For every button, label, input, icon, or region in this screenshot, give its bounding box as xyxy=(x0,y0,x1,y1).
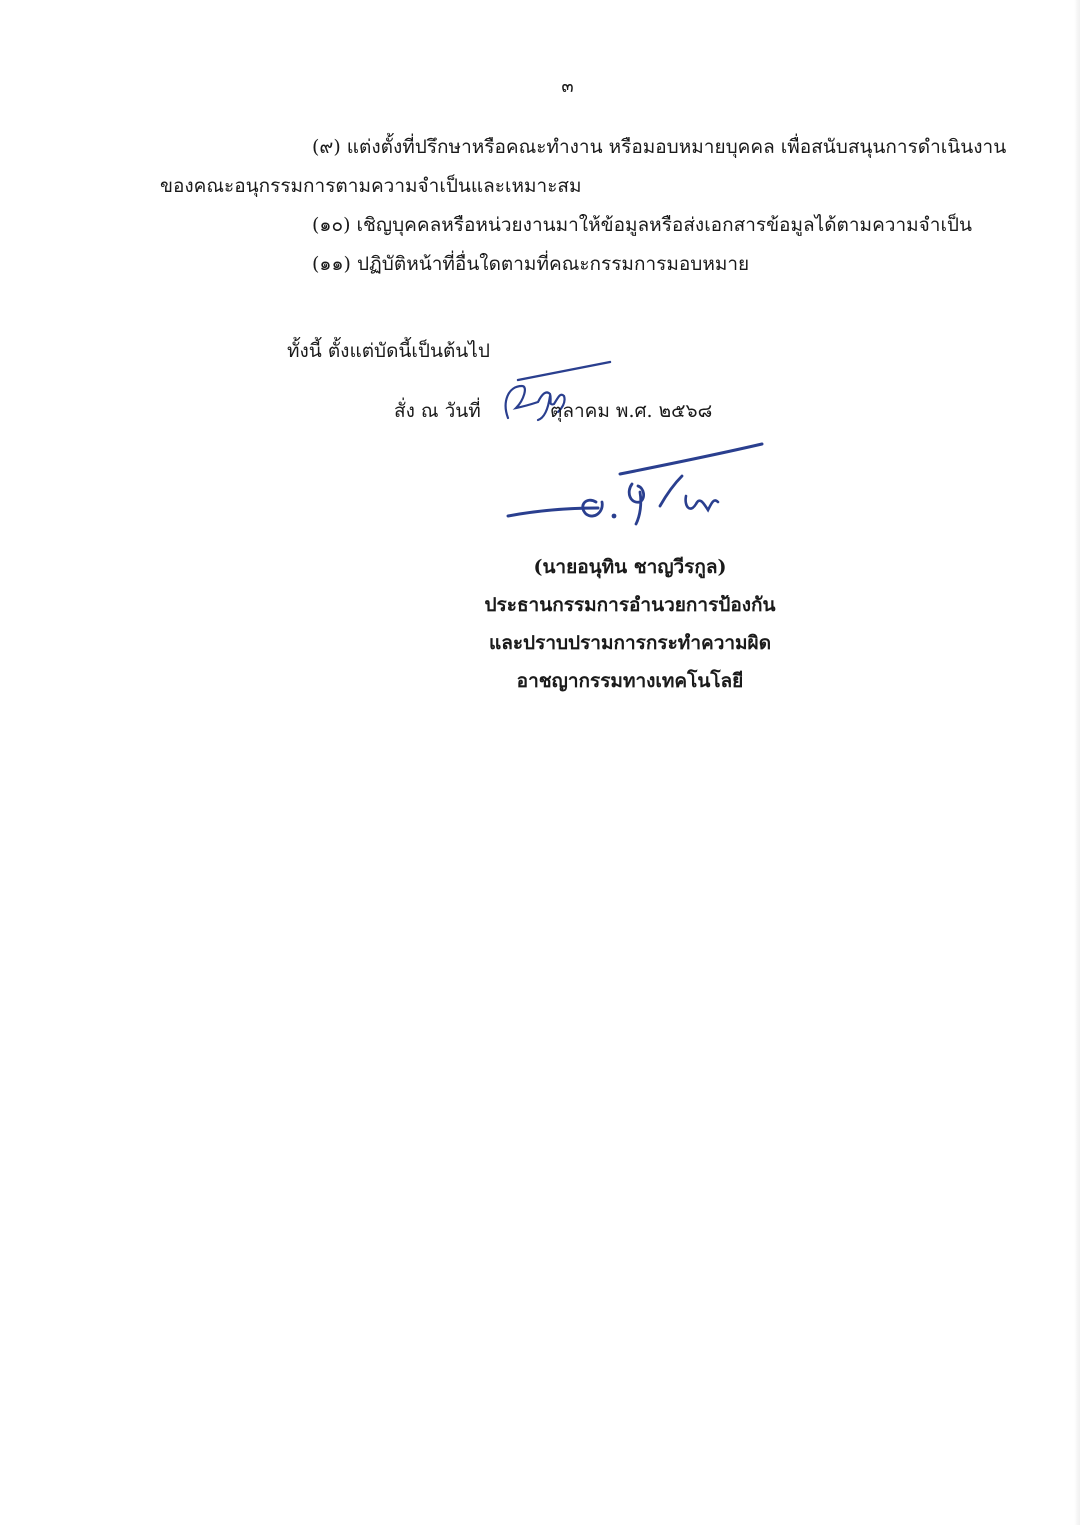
signatory-title-line-2: และปราบปรามการกระทำความผิด xyxy=(488,632,772,654)
effective-clause: ทั้งนี้ ตั้งแต่บัดนี้เป็นต้นไป xyxy=(287,340,490,362)
item-11: (๑๑) ปฏิบัติหน้าที่อื่นใดตามที่คณะกรรมการมอบหมาย xyxy=(312,253,750,275)
item-9-line-2: ของคณะอนุกรรมการตามความจำเป็นและเหมาะสม xyxy=(160,175,582,197)
page-number: ๓ xyxy=(561,76,574,97)
scan-edge-shadow xyxy=(1074,0,1080,1525)
signatory-title-line-1: ประธานกรรมการอำนวยการป้องกัน xyxy=(484,594,776,616)
order-date-prefix: สั่ง ณ วันที่ xyxy=(394,400,481,422)
signatory-name: (นายอนุทิน ชาญวีรกูล) xyxy=(533,556,727,578)
item-10: (๑๐) เชิญบุคคลหรือหน่วยงานมาให้ข้อมูลหรือส่งเอกสารข้อมูลได้ตามความจำเป็น xyxy=(312,214,972,236)
item-9-line-1: (๙) แต่งตั้งที่ปรึกษาหรือคณะทำงาน หรือมอบหมายบุคคล เพื่อสนับสนุนการดำเนินงาน xyxy=(312,136,1007,158)
order-date-suffix: ตุลาคม พ.ศ. ๒๕๖๘ xyxy=(550,400,713,422)
signature xyxy=(500,432,780,532)
signatory-title-line-3: อาชญากรรมทางเทคโนโลยี xyxy=(516,670,744,692)
